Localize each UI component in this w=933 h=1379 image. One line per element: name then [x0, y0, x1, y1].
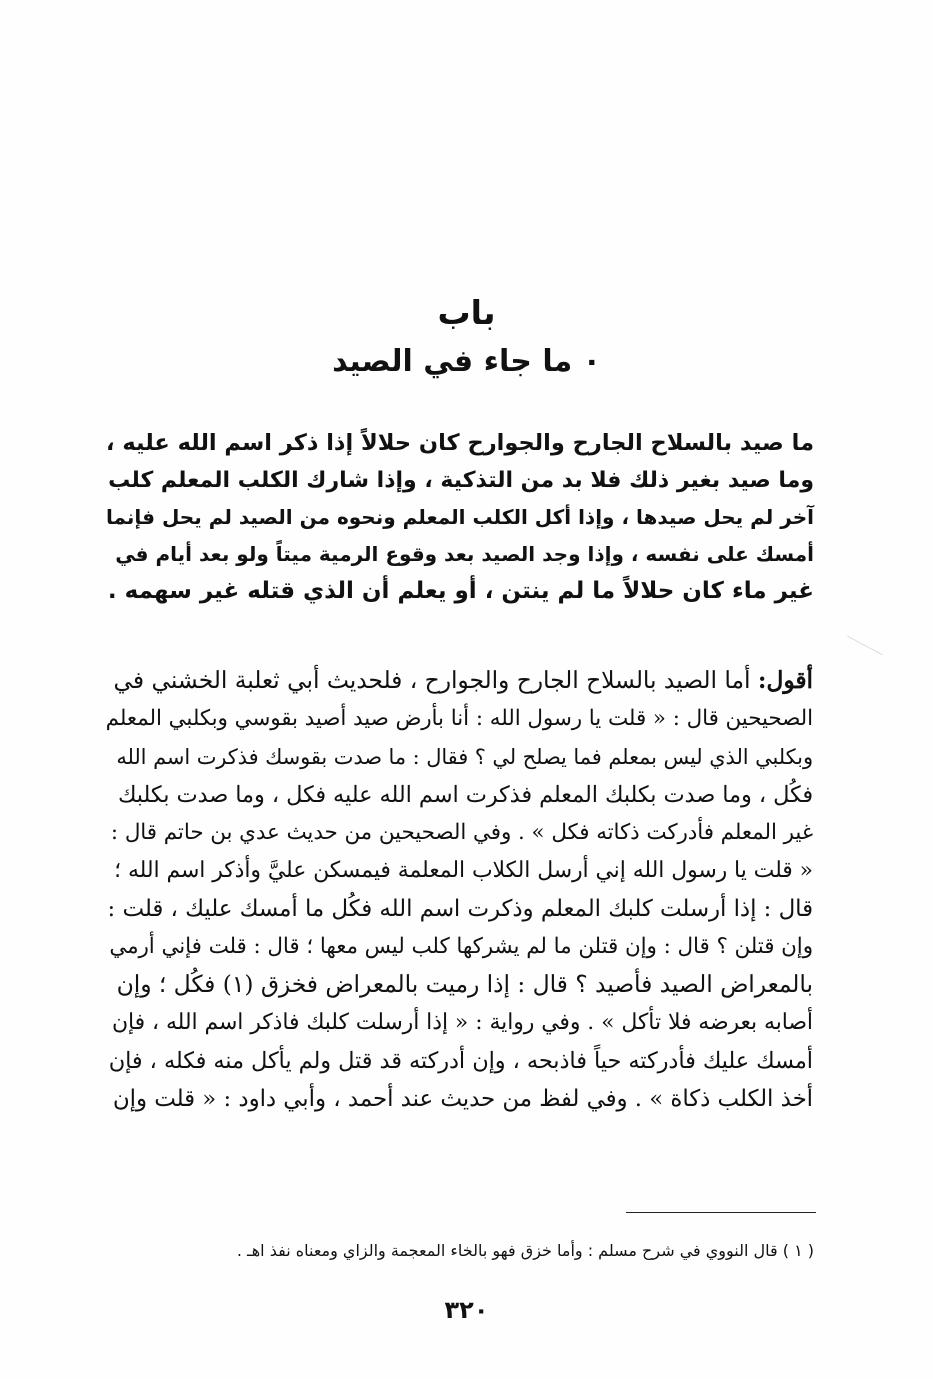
commentary-line: فكُل ، وما صدت بكلبك المعلم فذكرت اسم الله عليه فكل ، وما صدت بكلبك: [118, 782, 813, 808]
footnote: ( ١ ) قال النووي في شرح مسلم : وأما خزق فهو بالخاء المعجمة والزاي ومعناه نفذ اهـ .: [236, 1241, 814, 1260]
matn-line: غير ماء كان حلالاً ما لم ينتن ، أو يعلم أن الذي قتله غير سهمه .: [107, 578, 814, 604]
footnote-divider: [626, 1212, 816, 1213]
matn-line: أمسك على نفسه ، وإذا وجد الصيد بعد وقوع الرمية ميتاً ولو بعد أيام في: [115, 542, 814, 566]
chapter-title: باب: [437, 293, 496, 332]
matn-line: ما صيد بالسلاح الجارح والجوارح كان حلالاً إذا ذكر اسم الله عليه ،: [106, 430, 814, 456]
commentary-text: [103, 662, 813, 1118]
commentary-line: وبكلبي الذي ليس بمعلم فما يصلح لي ؟ فقال : ما صدت بقوسك فذكرت اسم الله: [116, 745, 813, 769]
commentary-line: وإن قتلن ؟ قال : وإن قتلن ما لم يشركها كلب ليس معها ؛ قال : قلت فإني أرمي: [109, 934, 813, 959]
commentary-line-rest: أما الصيد بالسلاح الجارح والجوارح ، فلحديث أبي ثعلبة الخشني في: [113, 667, 758, 694]
commentary-line: أمسك عليك فأدركته حياً فاذبحه ، وإن أدركته قد قتل ولم يأكل منه فكله ، فإن: [108, 1048, 813, 1074]
page-number: ٣٢٠: [444, 1296, 489, 1324]
commentary-line: قال : إذا أرسلت كلبك المعلم وذكرت اسم الله فكُل ما أمسك عليك ، قلت :: [107, 896, 813, 922]
commentary-line: أصابه بعرضه فلا تأكل » . وفي رواية : « إذا أرسلت كلبك فاذكر اسم الله ، فإن: [111, 1010, 813, 1035]
scan-artifact: [847, 636, 883, 656]
commentary-line: غير المعلم فأدركت ذكاته فكل » . وفي الصحيحين من حديث عدي بن حاتم قال :: [110, 820, 813, 845]
commentary-lead-word: أقول:: [757, 667, 813, 694]
commentary-line: أخذ الكلب ذكاة » . وفي لفظ من حديث عند أحمد ، وأبي داود : « قلت وإن: [112, 1086, 813, 1112]
commentary-line: « قلت يا رسول الله إني أرسل الكلاب المعلمة فيمسكن عليَّ وأذكر اسم الله ؛: [114, 858, 813, 883]
chapter-subtitle: ٠ ما جاء في الصيد: [332, 344, 601, 379]
commentary-first-line: [103, 662, 813, 700]
matn-text: [100, 425, 814, 610]
commentary-line: بالمعراض الصيد فأصيد ؟ قال : إذا رميت بالمعراض فخزق (١) فكُل ؛ وإن: [116, 971, 813, 998]
commentary-line: الصحيحين قال : « قلت يا رسول الله : أنا بأرض صيد أصيد بقوسي وبكلبي المعلم: [105, 706, 813, 731]
matn-line: وما صيد بغير ذلك فلا بد من التذكية ، وإذا شارك الكلب المعلم كلب: [108, 468, 814, 493]
matn-line: آخر لم يحل صيدها ، وإذا أكل الكلب المعلم ونحوه من الصيد لم يحل فإنما: [105, 505, 814, 529]
